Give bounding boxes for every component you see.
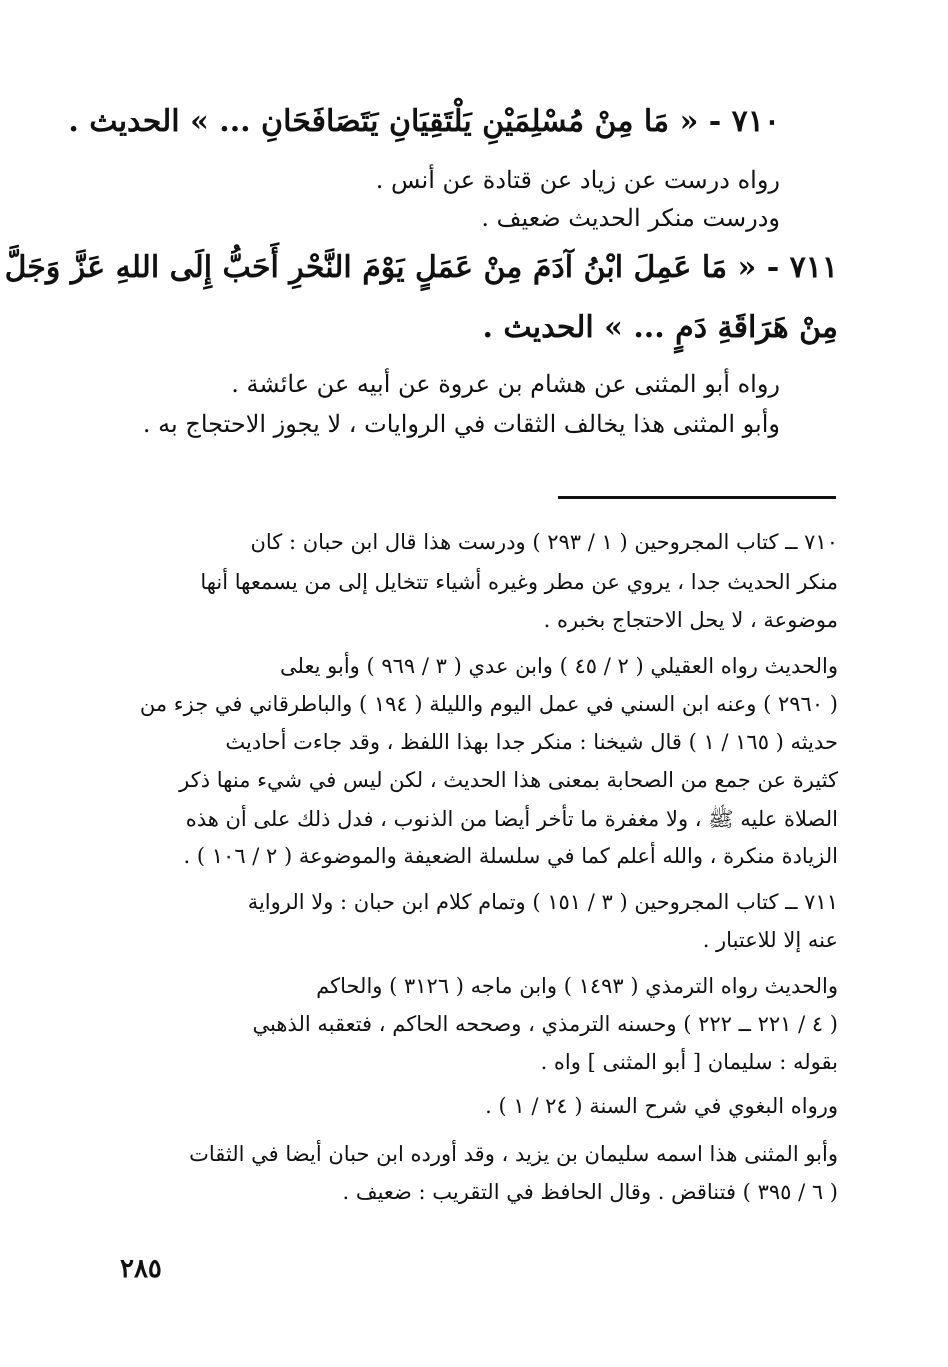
- footnote-line: موضوعة ، لا يحل الاحتجاج بخبره .: [543, 608, 838, 632]
- footnote-separator: [558, 496, 836, 499]
- footnote-line: ٧١١ ــ كتاب المجروحين ( ٣ / ١٥١ ) وتمام كلام ابن حبان : ولا الرواية: [247, 890, 838, 914]
- footnote-line: الصلاة عليه ﷺ ، ولا مغفرة ما تأخر أيضا من الذنوب ، فدل ذلك على أن هذه: [185, 807, 838, 831]
- footnote-line: الزيادة منكرة ، والله أعلم كما في سلسلة الضعيفة والموضوعة ( ٢ / ١٠٦ ) .: [183, 844, 838, 868]
- footnote-line: ( ٤ / ٢٢١ ــ ٢٢٢ ) وحسنه الترمذي ، وصححه الحاكم ، فتعقبه الذهبي: [252, 1012, 838, 1036]
- hadith-711-line-2: مِنْ هَرَاقَةِ دَمٍ ... » الحديث .: [482, 310, 838, 345]
- hadith-711-narration: رواه أبو المثنى عن هشام بن عروة عن أبيه عن عائشة .: [231, 370, 780, 398]
- footnote-line: ( ٦ / ٣٩٥ ) فتناقض . وقال الحافظ في التقريب : ضعيف .: [342, 1180, 838, 1204]
- footnote-line: بقوله : سليمان [ أبو المثنى ] واه .: [540, 1050, 838, 1074]
- page-number: ٢٨٥: [120, 1254, 162, 1284]
- hadith-711-line-1: ٧١١ - « مَا عَمِلَ ابْنُ آدَمَ مِنْ عَمَلٍ يَوْمَ النَّحْرِ أَحَبُّ إِلَى اللهِ عَزَّ وَجَلَّ: [4, 250, 838, 285]
- footnote-line: كثيرة عن جمع من الصحابة بمعنى هذا الحديث ، لكن ليس في شيء منها ذكر: [179, 768, 838, 792]
- footnote-line: عنه إلا للاعتبار .: [702, 928, 838, 952]
- footnote-line: ٧١٠ ــ كتاب المجروحين ( ١ / ٢٩٣ ) ودرست هذا قال ابن حبان : كان: [250, 530, 838, 554]
- footnote-line: منكر الحديث جدا ، يروي عن مطر وغيره أشياء تتخايل إلى من يسمعها أنها: [200, 570, 838, 594]
- footnote-line: والحديث رواه العقيلي ( ٢ / ٤٥ ) وابن عدي ( ٣ / ٩٦٩ ) وأبو يعلى: [280, 654, 838, 678]
- footnote-line: وأبو المثنى هذا اسمه سليمان بن يزيد ، وقد أورده ابن حبان أيضا في الثقات: [189, 1142, 838, 1166]
- hadith-711-grading: وأبو المثنى هذا يخالف الثقات في الروايات ، لا يجوز الاحتجاج به .: [142, 410, 780, 438]
- footnote-line: ورواه البغوي في شرح السنة ( ٢٤ / ١ ) .: [485, 1094, 838, 1118]
- footnote-line: حديثه ( ١٦٥ / ١ ) قال شيخنا : منكر جدا بهذا اللفظ ، وقد جاءت أحاديث: [225, 730, 838, 754]
- hadith-710-narration: رواه درست عن زياد عن قتادة عن أنس .: [375, 166, 780, 194]
- footnote-line: ( ٢٩٦٠ ) وعنه ابن السني في عمل اليوم والليلة ( ١٩٤ ) والباطرقاني في جزء من: [139, 692, 838, 716]
- hadith-710-line: ٧١٠ - « مَا مِنْ مُسْلِمَيْنِ يَلْتَقِيَانِ يَتَصَافَحَانِ ... » الحديث .: [68, 104, 780, 139]
- footnote-line: والحديث رواه الترمذي ( ١٤٩٣ ) وابن ماجه ( ٣١٢٦ ) والحاكم: [316, 974, 838, 998]
- hadith-710-grading: ودرست منكر الحديث ضعيف .: [481, 204, 780, 232]
